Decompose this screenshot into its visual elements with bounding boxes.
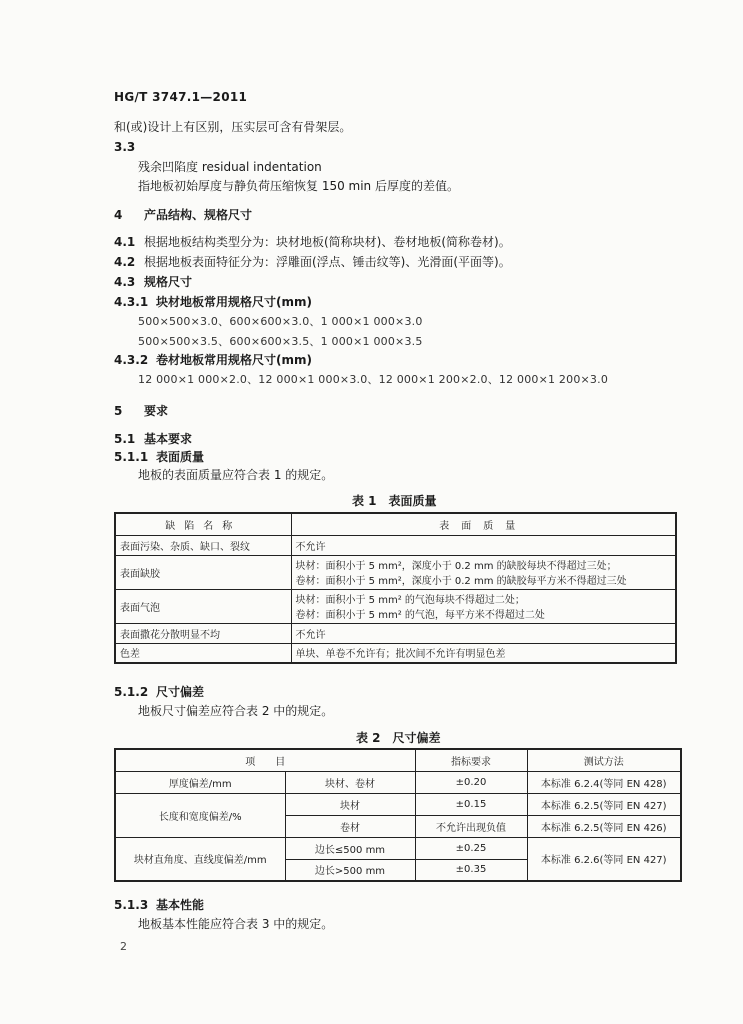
clause-4-3-1 bbox=[114, 294, 312, 310]
dimension-line: 12 000×1 000×2.0、12 000×1 000×3.0、12 000×1 200×2.0、12 000×1 200×3.0 bbox=[138, 373, 609, 386]
clause-title: 块材地板常用规格尺寸(mm) bbox=[156, 295, 312, 309]
table-cell: 厚度偏差/mm bbox=[115, 771, 285, 793]
clause-title: 规格尺寸 bbox=[144, 275, 193, 289]
clause-title: 尺寸偏差 bbox=[156, 685, 205, 699]
table-cell: ±0.20 bbox=[415, 771, 527, 793]
clause-4-2 bbox=[114, 254, 511, 270]
clause-text: 根据地板表面特征分为：浮雕面(浮点、锤击纹等)、光滑面(平面等)。 bbox=[144, 255, 511, 269]
clause-title: 基本性能 bbox=[156, 898, 205, 912]
table-cell: 表面污染、杂质、缺口、裂纹 bbox=[115, 535, 291, 555]
section-number: 4 bbox=[114, 208, 123, 222]
table-cell: 本标准 6.2.5(等同 EN 426) bbox=[527, 815, 681, 837]
clause-title: 表面质量 bbox=[156, 450, 205, 464]
standard-number: HG/T 3747.1—2011 bbox=[114, 90, 248, 104]
table-cell: 不允许 bbox=[291, 623, 676, 643]
dimension-deviation-table bbox=[114, 748, 682, 882]
table-cell: 单块、单卷不允许有；批次间不允许有明显色差 bbox=[291, 643, 676, 663]
clause-number: 5.1.2 bbox=[114, 685, 149, 699]
clause-number: 4.3.2 bbox=[114, 353, 149, 367]
clause-4-3-2 bbox=[114, 352, 312, 368]
clause-number: 4.1 bbox=[114, 235, 136, 249]
paragraph-text: 地板尺寸偏差应符合表 2 中的规定。 bbox=[138, 704, 334, 718]
section-title: 要求 bbox=[144, 404, 169, 418]
cell-line: 卷材：面积小于 5 mm²，深度小于 0.2 mm 的缺胶每平方米不得超过三处 bbox=[295, 576, 627, 587]
table-cell: 不允许 bbox=[291, 535, 676, 555]
table-header-cell: 缺陷名称 bbox=[115, 513, 291, 535]
table-cell: 表面缺胶 bbox=[115, 555, 291, 589]
paragraph-text: 地板的表面质量应符合表 1 的规定。 bbox=[138, 468, 334, 482]
table-row bbox=[115, 555, 676, 589]
table-row bbox=[115, 643, 676, 663]
section-number: 5 bbox=[114, 404, 123, 418]
table-cell: 块材、卷材 bbox=[285, 771, 415, 793]
section-heading-4 bbox=[114, 207, 252, 223]
table-header-row bbox=[115, 513, 676, 535]
table-row bbox=[115, 589, 676, 623]
table-cell: ±0.15 bbox=[415, 793, 527, 815]
term-definition: 指地板初始厚度与静负荷压缩恢复 150 min 后厚度的差值。 bbox=[138, 179, 459, 193]
table-row bbox=[115, 623, 676, 643]
section-heading-5 bbox=[114, 403, 168, 419]
table-row bbox=[115, 793, 681, 815]
table-cell: 表面撒花分散明显不均 bbox=[115, 623, 291, 643]
paragraph-text: 地板基本性能应符合表 3 中的规定。 bbox=[138, 917, 334, 931]
table-cell: 本标准 6.2.6(等同 EN 427) bbox=[527, 837, 681, 881]
table-header-cell: 指标要求 bbox=[415, 749, 527, 771]
table-cell: ±0.25 bbox=[415, 837, 527, 859]
clause-5-1 bbox=[114, 431, 192, 447]
table-cell: 块材 bbox=[285, 793, 415, 815]
page-number: 2 bbox=[120, 940, 127, 953]
clause-5-1-2 bbox=[114, 684, 204, 700]
clause-number: 4.2 bbox=[114, 255, 136, 269]
table-cell: 不允许出现负值 bbox=[415, 815, 527, 837]
clause-number: 4.3 bbox=[114, 275, 136, 289]
clause-number: 5.1.3 bbox=[114, 898, 149, 912]
table-cell: 长度和宽度偏差/% bbox=[115, 793, 285, 837]
table-row bbox=[115, 837, 681, 859]
table-header-cell: 表面质量 bbox=[291, 513, 676, 535]
clause-title: 卷材地板常用规格尺寸(mm) bbox=[156, 353, 312, 367]
cell-line: 卷材：面积小于 5 mm² 的气泡，每平方米不得超过二处 bbox=[295, 610, 545, 621]
clause-5-1-1 bbox=[114, 449, 204, 465]
dimension-line: 500×500×3.5、600×600×3.5、1 000×1 000×3.5 bbox=[138, 335, 423, 348]
table-row bbox=[115, 771, 681, 793]
table-2-caption: 表 2 尺寸偏差 bbox=[356, 731, 441, 745]
table-cell: 边长>500 mm bbox=[285, 859, 415, 881]
table-cell bbox=[291, 555, 676, 589]
cell-line: 块材：面积小于 5 mm² 的气泡每块不得超过二处； bbox=[295, 595, 525, 606]
dimension-line: 500×500×3.0、600×600×3.0、1 000×1 000×3.0 bbox=[138, 315, 423, 328]
table-cell bbox=[291, 589, 676, 623]
table-cell: 表面气泡 bbox=[115, 589, 291, 623]
section-number: 3.3 bbox=[114, 140, 136, 154]
cell-line: 块材：面积小于 5 mm²，深度小于 0.2 mm 的缺胶每块不得超过三处； bbox=[295, 561, 617, 572]
clause-4-1 bbox=[114, 234, 511, 250]
paragraph-text: 和(或)设计上有区别，压实层可含有骨架层。 bbox=[114, 120, 352, 134]
table-cell: 色差 bbox=[115, 643, 291, 663]
term-heading: 残余凹陷度 residual indentation bbox=[138, 160, 322, 174]
clause-5-1-3 bbox=[114, 897, 204, 913]
table-cell: 本标准 6.2.4(等同 EN 428) bbox=[527, 771, 681, 793]
clause-text: 根据地板结构类型分为：块材地板(简称块材)、卷材地板(简称卷材)。 bbox=[144, 235, 511, 249]
clause-title: 基本要求 bbox=[144, 432, 193, 446]
clause-4-3 bbox=[114, 274, 192, 290]
surface-quality-table bbox=[114, 512, 677, 664]
table-cell: 卷材 bbox=[285, 815, 415, 837]
table-row bbox=[115, 535, 676, 555]
table-header-row bbox=[115, 749, 681, 771]
table-1-caption: 表 1 表面质量 bbox=[352, 494, 437, 508]
clause-number: 5.1 bbox=[114, 432, 136, 446]
table-header-cell: 测试方法 bbox=[527, 749, 681, 771]
clause-number: 5.1.1 bbox=[114, 450, 149, 464]
table-cell: 边长≤500 mm bbox=[285, 837, 415, 859]
table-cell: 本标准 6.2.5(等同 EN 427) bbox=[527, 793, 681, 815]
section-title: 产品结构、规格尺寸 bbox=[144, 208, 253, 222]
clause-number: 4.3.1 bbox=[114, 295, 149, 309]
table-cell: 块材直角度、直线度偏差/mm bbox=[115, 837, 285, 881]
table-cell: ±0.35 bbox=[415, 859, 527, 881]
table-header-cell: 项 目 bbox=[115, 749, 415, 771]
